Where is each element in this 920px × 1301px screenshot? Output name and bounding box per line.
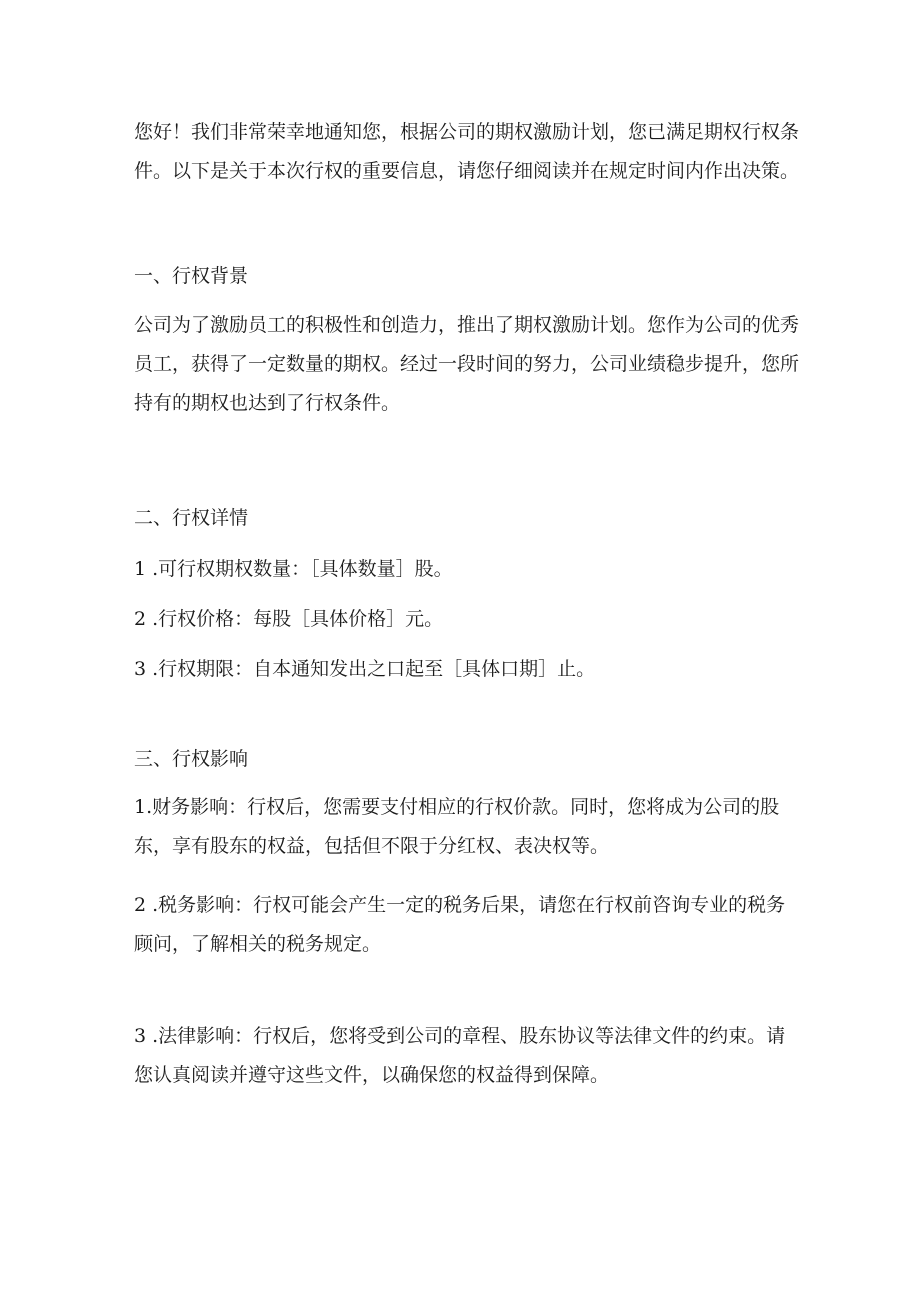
section1-heading: 一、行权背景 — [134, 265, 249, 287]
section2-item-3: 3 .行权期限：自本通知发出之口起至［具体口期］止。 — [134, 658, 596, 680]
section3-item-2-line-2: 顾问，了解相关的税务规定。 — [134, 933, 382, 955]
section3-item-3-line-2: 您认真阅读并遵守这些文件，以确保您的权益得到保障。 — [134, 1064, 610, 1086]
section3-item-1-line-1: 1.财务影响：行权后，您需要支付相应的行权价款。同时，您将成为公司的股 — [134, 796, 780, 818]
section3-item-1-line-2: 东，享有股东的权益，包括但不限于分红权、表决权等。 — [134, 835, 610, 857]
intro-paragraph — [134, 113, 800, 191]
intro-line-2: 件。以下是关于本次行权的重要信息，请您仔细阅读并在规定时间内作出决策。 — [134, 160, 800, 182]
section3-item-2 — [134, 886, 784, 964]
section1-line-1: 公司为了激励员工的积极性和创造力，推出了期权激励计划。您作为公司的优秀 — [134, 314, 800, 336]
section2-item-2: 2 .行权价格：每股［具体价格］元。 — [134, 608, 444, 630]
section2-item-1: 1 .可行权期权数量：［具体数量］股。 — [134, 558, 453, 580]
section3-item-2-line-1: 2 .税务影响：行权可能会产生一定的税务后果，请您在行权前咨询专业的税务 — [134, 894, 786, 916]
section3-item-3-line-1: 3 .法律影响：行权后，您将受到公司的章程、股东协议等法律文件的约束。请 — [134, 1025, 786, 1047]
section3-item-3 — [134, 1017, 784, 1095]
section1-paragraph — [134, 306, 800, 423]
section1-line-2: 员工，获得了一定数量的期权。经过一段时间的努力，公司业绩稳步提升，您所 — [134, 353, 800, 375]
section3-item-1 — [134, 788, 784, 866]
intro-line-1: 您好！我们非常荣幸地通知您，根据公司的期权激励计划，您已满足期权行权条 — [134, 121, 800, 143]
section3-heading: 三、行权影响 — [134, 748, 249, 770]
section1-line-3: 持有的期权也达到了行权条件。 — [134, 392, 401, 414]
section2-heading: 二、行权详情 — [134, 507, 249, 529]
